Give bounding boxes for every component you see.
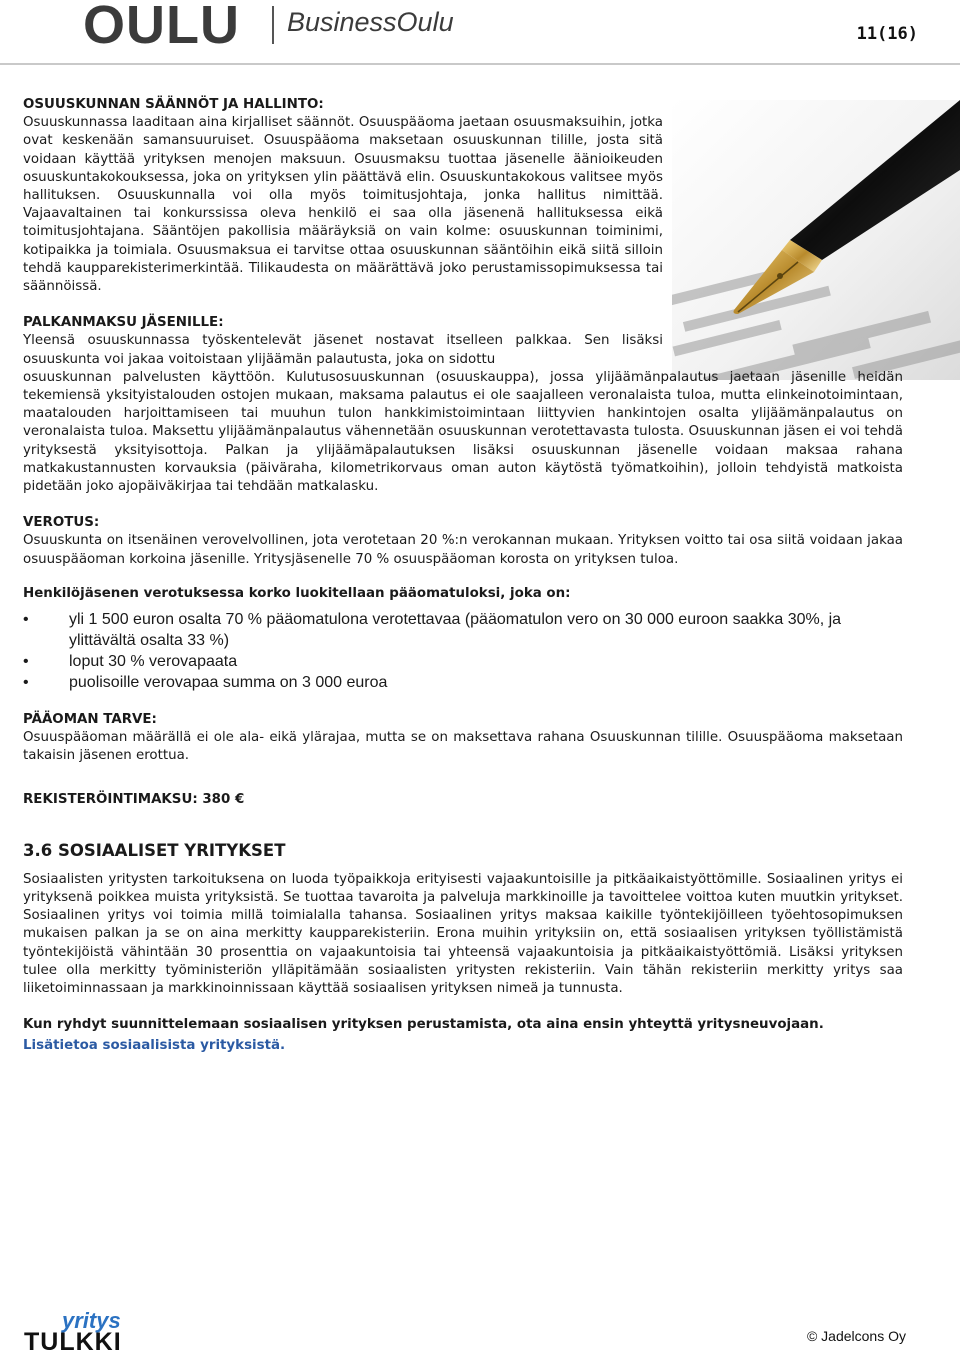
copyright: © Jadelcons Oy	[806, 1328, 906, 1344]
logo-text-yritys: yritys	[62, 1308, 121, 1333]
header-rule	[0, 63, 960, 65]
page-number: 11(16)	[856, 24, 918, 44]
taxation-bullet-list	[23, 609, 903, 693]
list-item: • loput 30 % verovapaata	[23, 653, 238, 671]
more-info-link[interactable]: Lisätietoa sosiaalisista yrityksistä.	[23, 1038, 286, 1054]
section-heading-palkanmaksu: PALKANMAKSU JÄSENILLE:	[23, 315, 224, 331]
call-to-action: Kun ryhdyt suunnittelemaan sosiaalisen yrityksen perustamista, ota aina ensin yhteyttä yritysneuvojaan.	[23, 1017, 824, 1033]
yritystulkki-logo	[24, 1310, 144, 1354]
section-heading-sosiaaliset: 3.6 SOSIAALISET YRITYKSET	[23, 840, 286, 860]
registration-fee: REKISTERÖINTIMAKSU: 380 €	[23, 791, 245, 807]
list-item: • yli 1 500 euron osalta 70 % pääomatulona verotettavaa (pääomatulon vero on 30 000 euroon saakka 30%, ja ylittävältä osalta 33 %)	[23, 611, 842, 650]
main-content	[23, 96, 903, 1056]
paragraph-hallinto: Osuuskunnassa laaditaan aina kirjalliset säännöt. Osuuspääoma jaetaan osuusmaksuihin, jotka ovat keskenään samansuuruiset. Osuuspääoma maksetaan osuuskunnan tilille, josta sitä voidaan käyttää yrityksen menojen maksuun. Osuusmaksu tuottaa jäsenelle äänioikeuden osuuskuntakokouksessa, joka on yrityksen ylin päättävä elin. Osuuskuntakokous valitsee myös hallituksen. Osuuskunnalla voi olla myös toimitusjohtaja, jonka hallitus nimittää. Vajaavaltainen tai konkurssissa oleva henkilö ei saa olla jäsenenä hallituksessa eikä toimitusjohtajana. Sääntöjen pakollisia määräyksiä on vain kolme: osuuskunnan toiminimi, kotipaikka ja toimiala. Osuusmaksua ei tarvitse ottaa osuuskunnan sääntöihin eikä siitä silloin tehdä kaupparekisterimerkintää. Tilikaudesta on määrättävä joko perustamissopimuksessa tai säännöissä.	[23, 115, 663, 295]
section-heading-hallinto: OSUUSKUNNAN SÄÄNNÖT JA HALLINTO:	[23, 97, 324, 112]
section-heading-verotus: VEROTUS:	[23, 515, 100, 531]
bullet-icon: •	[23, 653, 29, 671]
paragraph-verotus: Osuuskunta on itsenäinen verovelvollinen, jota verotetaan 20 %:n verokannan mukaan. Yrityksen voitto tai osa siitä voidaan jakaa osuuspääoman korkoina jäsenille. Yritysjäsenelle 70 % osuuspääoman korosta on yrityksen tuloa.	[23, 533, 903, 567]
logo-text-tulkki: TULKKI	[24, 1328, 122, 1356]
businessoulu-logo: BusinessOulu	[287, 7, 454, 37]
list-item: • puolisoille verovapaa summa on 3 000 euroa	[23, 674, 388, 692]
logo-divider	[272, 6, 274, 44]
bullet-icon: •	[23, 611, 29, 629]
paragraph-palkanmaksu-a: Yleensä osuuskunnassa työskentelevät jäsenet nostavat itselleen palkkaa. Sen lisäksi osuuskunta voi jakaa voitoistaan ylijäämän palautusta, joka on sidottu	[23, 333, 663, 367]
section-heading-henkilojasen: Henkilöjäsenen verotuksessa korko luokitellaan pääomatuloksi, joka on:	[23, 585, 571, 601]
paragraph-paaoma: Osuuspääoman määrällä ei ole ala- eikä ylärajaa, mutta se on maksettava rahana Osuuskunnan tilille. Osuuspääoma maksetaan takaisin jäsenen erottua.	[23, 730, 903, 764]
page-header	[0, 0, 960, 62]
paragraph-sosiaaliset: Sosiaalisten yritysten tarkoituksena on luoda työpaikkoja erityisesti vajaakuntoisille ja pitkäaikaistyöttömille. Sosiaalinen yritys ei yrityksenä poikkea muista yrityksistä. Se tuottaa tavaroita ja palveluja markkinoille ja tavoittelee voittoa kuten muutkin yritykset. Sosiaalinen yritys voi toimia millä toimialalla tahansa. Sosiaalinen yritys maksaa kaikille työntekijöilleen työehtosopimuksen mukaisen palkan ja se on aina merkitty kaupparekisteriin. Erona muihin yrityksiin on, että sosiaalisen yrityksen työllistämistä työntekijöistä vähintään 30 prosenttia on vajaakuntoisia tai yhteensä vajaakuntoisia ja pitkäaikaistyöttömiä. Lisäksi yrityksen tulee olla merkitty työministeriön ylläpitämään sosiaalisten yritysten rekisteriin. Vain tähän rekisteriin merkitty yritys saa liiketoiminnassaan ja markkinoinnissaan käyttää sosiaalisen yrityksen nimeä ja tunnusta.	[23, 871, 903, 996]
section-heading-paaoma: PÄÄOMAN TARVE:	[23, 712, 157, 728]
bullet-icon: •	[23, 674, 29, 692]
oulu-logo: OULU	[83, 0, 240, 55]
paragraph-palkanmaksu-b: osuuskunnan palvelusten käyttöön. Kulutusosuuskunnan (osuuskauppa), jossa ylijäämänpalautus jaetaan jäsenille heidän tekemiensä yksityistalouden ostojen mukaan, maksama palautus ei ole saajalleen veronalaista tuloa, mutta elinkeinotoimintaan, maatalouden harjoittamiseen tai muuhun tulon hankkimistoimintaan liittyvien hankintojen osalta ylijäämänpalautus on veronalaista tuloa. Maksettu ylijäämänpalautus vähennetään osuuskunnan verotettavasta tulosta. Osuuskunnan jäsen ei voi tehdä yrityksestä yksityisottoja. Palkan ja ylijäämäpalautuksen lisäksi osuuskunnan jäsenelle voidaan maksaa rahana matkakustannusten korvauksia (päiväraha, kilometrikorvaus oman auton käytöstä työmatkoihin), jolloin tehdyistä matkoista pidetään joko ajopäiväkirjaa tai tehdään matkalasku.	[23, 369, 903, 495]
